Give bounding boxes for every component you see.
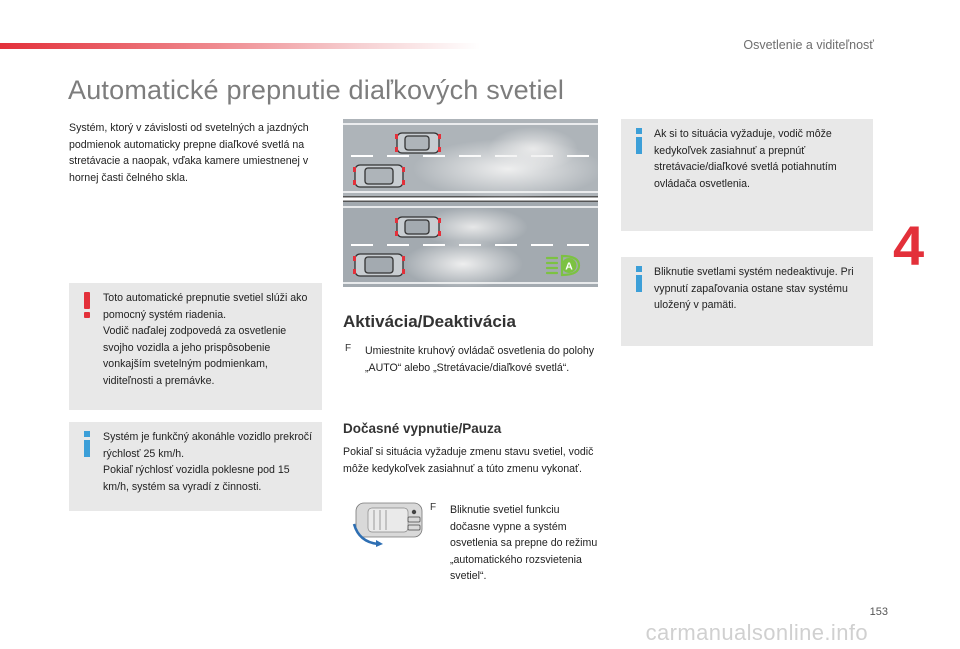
info-box-speed — [69, 422, 322, 511]
info-icon — [83, 431, 91, 457]
warning-box — [69, 283, 322, 410]
header-accent-bar — [0, 43, 480, 49]
page-title: Automatické prepnutie diaľkových svetiel — [68, 75, 565, 105]
light-stalk-illustration — [350, 500, 426, 548]
info-text-manual-override: Ak si to situácia vyžaduje, vodič môže kedykoľvek zasiahnuť a prepnúť stretávacie/diaľkové svetlá potiahnutím ovládača osvetlenia. — [654, 128, 837, 190]
section-title-docasne: Dočasné vypnutie/Pauza — [343, 421, 502, 436]
svg-text:A: A — [565, 260, 573, 273]
warning-text: Toto automatické prepnutie svetiel slúži ako pomocný systém riadenia. Vodič naďalej zodpovedá za osvetlenie svojho vozidla a jeho prispôsobenie vonkajším svetelným podmienkam, viditeľnosti a premávke. — [103, 292, 308, 387]
aktivacia-text: Umiestnite kruhový ovládač osvetlenia do polohy „AUTO“ alebo „Stretávacie/diaľkové svetlá“. — [365, 345, 595, 374]
chapter-title: Osvetlenie a viditeľnosť — [743, 38, 874, 52]
aktivacia-instruction — [343, 343, 598, 376]
info-box-memory — [621, 257, 873, 346]
intro-paragraph: Systém, ktorý v závislosti od svetelných a jazdných podmienok automaticky prepne diaľkové svetlá na stretávacie a naopak, vďaka kamere umiestnenej v hornej časti čelného skla. — [69, 122, 309, 184]
docasne-bullet-text: Bliknutie svetiel funkciu dočasne vypne a systém osvetlenia sa prepne do režimu „automatického rozsvietenia svetiel“. — [450, 504, 598, 583]
info-icon — [635, 266, 643, 292]
bullet-mark: F — [345, 343, 352, 354]
watermark: carmanualsonline.info — [645, 620, 868, 645]
page-number: 153 — [869, 606, 888, 618]
chapter-number: 4 — [893, 214, 925, 277]
section-title-aktivacia: Aktivácia/Deaktivácia — [343, 312, 516, 331]
high-beam-road-illustration — [343, 119, 598, 287]
info-text-memory: Bliknutie svetlami systém nedeaktivuje. Pri vypnutí zapaľovania ostane stav systému uložený v pamäti. — [654, 266, 854, 312]
docasne-paragraph: Pokiaľ si situácia vyžaduje zmenu stavu svetiel, vodič môže kedykoľvek zasiahnuť a túto zmenu vykonať. — [343, 446, 594, 475]
info-icon — [635, 128, 643, 154]
docasne-instruction — [428, 502, 598, 585]
info-box-manual-override — [621, 119, 873, 231]
info-text-speed: Systém je funkčný akonáhle vozidlo prekročí rýchlosť 25 km/h. Pokiaľ rýchlosť vozidla poklesne pod 15 km/h, systém sa vyradí z činnosti. — [103, 431, 313, 493]
bullet-mark: F — [430, 502, 437, 513]
exclamation-warning-icon — [83, 292, 91, 318]
